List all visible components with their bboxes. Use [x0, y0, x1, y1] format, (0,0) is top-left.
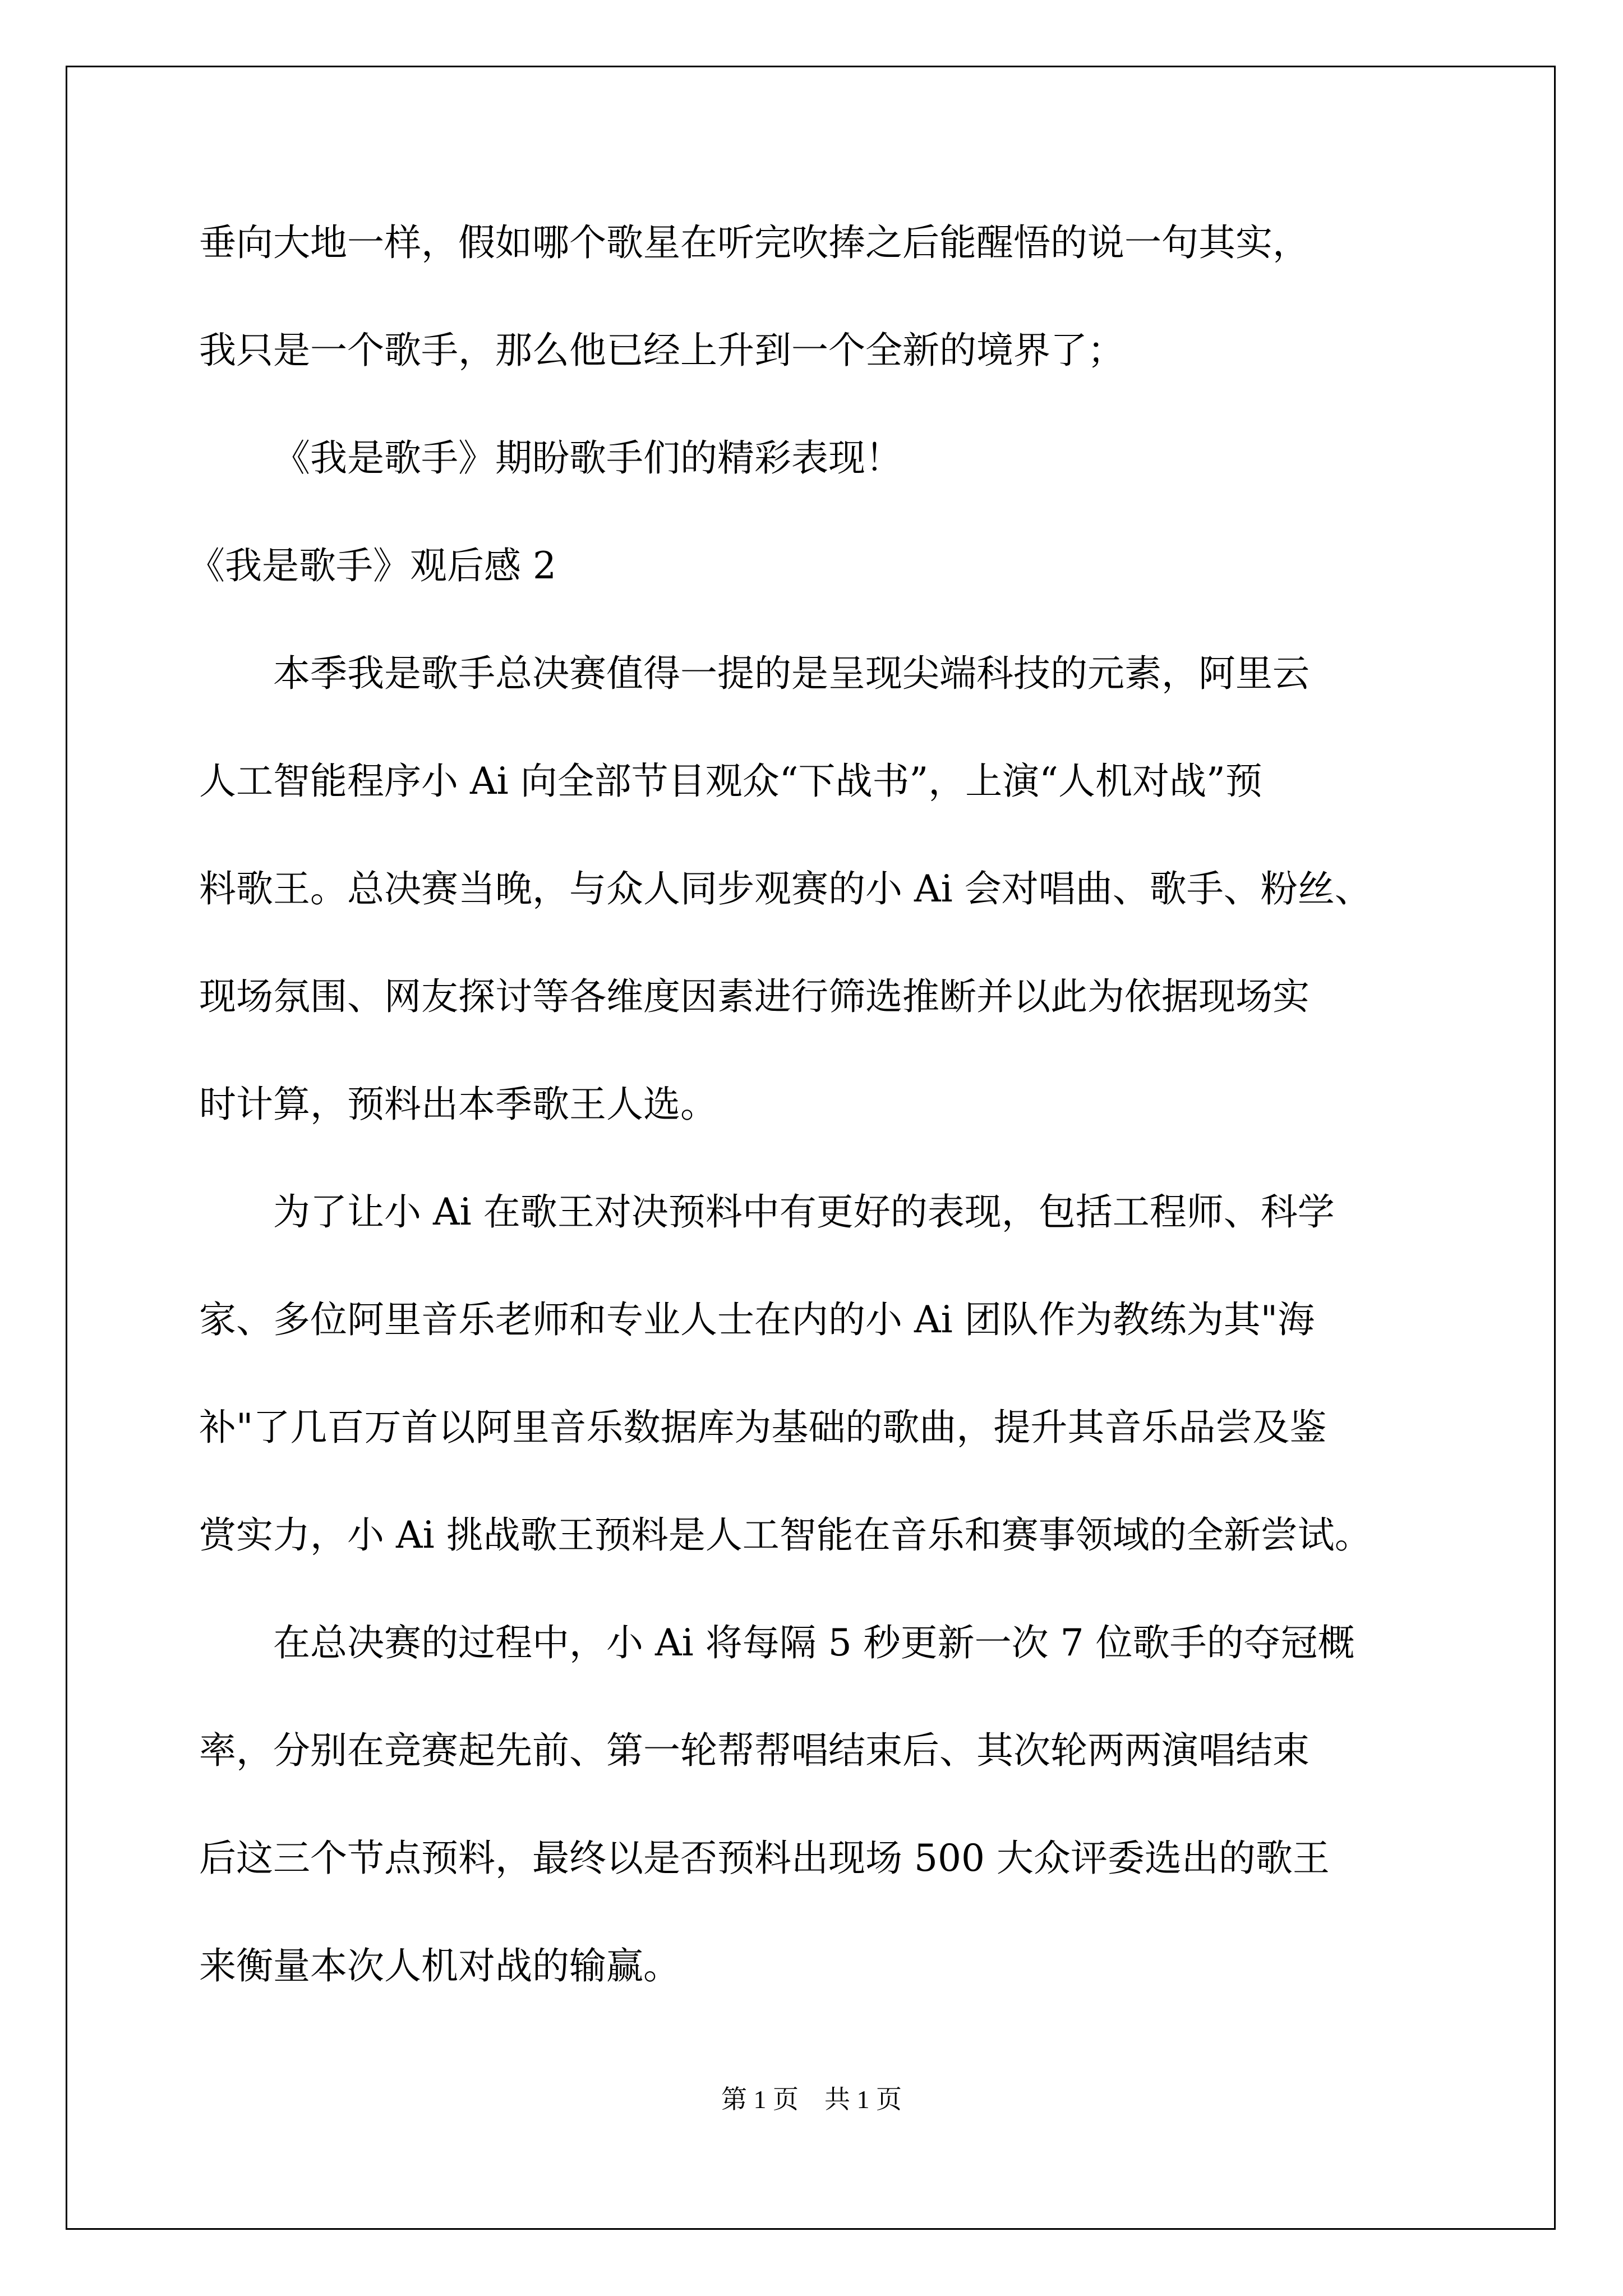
- text-line: 《我是歌手》期盼歌手们的精彩表现！: [273, 436, 902, 480]
- text-line: 来衡量本次人机对战的输赢。: [199, 1944, 680, 1987]
- paragraph-3: [199, 1616, 1433, 1993]
- text-line: 现场氛围、网友探讨等各维度因素进行筛选推断并以此为依据现场实: [199, 975, 1310, 1018]
- text-line: 为了让小 Ai 在歌王对决预料中有更好的表现，包括工程师、科学: [273, 1190, 1335, 1234]
- text-line: 赏实力，小 Ai 挑战歌王预料是人工智能在音乐和赛事领域的全新尝试。: [199, 1513, 1372, 1557]
- text-line: 率，分别在竞赛起先前、第一轮帮帮唱结束后、其次轮两两演唱结束: [199, 1729, 1310, 1772]
- text-line: 补"了几百万首以阿里音乐数据库为基础的歌曲，提升其音乐品尝及鉴: [199, 1406, 1327, 1449]
- text-line: 本季我是歌手总决赛值得一提的是呈现尖端科技的元素，阿里云: [273, 652, 1310, 695]
- paragraph-closing: [199, 431, 1433, 485]
- paragraph-2: [199, 1185, 1433, 1562]
- section-heading: [188, 539, 1433, 593]
- paragraph-intro: [199, 216, 1433, 378]
- text-line: 垂向大地一样，假如哪个歌星在听完吹捧之后能醒悟的说一句其实，: [199, 221, 1310, 264]
- text-line: 在总决赛的过程中，小 Ai 将每隔 5 秒更新一次 7 位歌手的夺冠概: [273, 1621, 1355, 1664]
- text-line: 家、多位阿里音乐老师和专业人士在内的小 Ai 团队作为教练为其"海: [199, 1298, 1315, 1341]
- text-line: 时计算，预料出本季歌王人选。: [199, 1083, 717, 1126]
- text-line: 后这三个节点预料，最终以是否预料出现场 500 大众评委选出的歌王: [199, 1837, 1330, 1880]
- paragraph-1: [199, 647, 1433, 1131]
- heading-text: 《我是歌手》观后感 2: [188, 544, 556, 587]
- text-line: 料歌王。总决赛当晚，与众人同步观赛的小 Ai 会对唱曲、歌手、粉丝、: [199, 867, 1372, 910]
- page-footer: 第 1 页 共 1 页: [721, 2085, 902, 2114]
- text-line: 人工智能程序小 Ai 向全部节目观众“下战书”，上演“人机对战”预: [199, 760, 1262, 803]
- text-line: 我只是一个歌手，那么他已经上升到一个全新的境界了；: [199, 329, 1124, 372]
- document-body: [188, 216, 1433, 2047]
